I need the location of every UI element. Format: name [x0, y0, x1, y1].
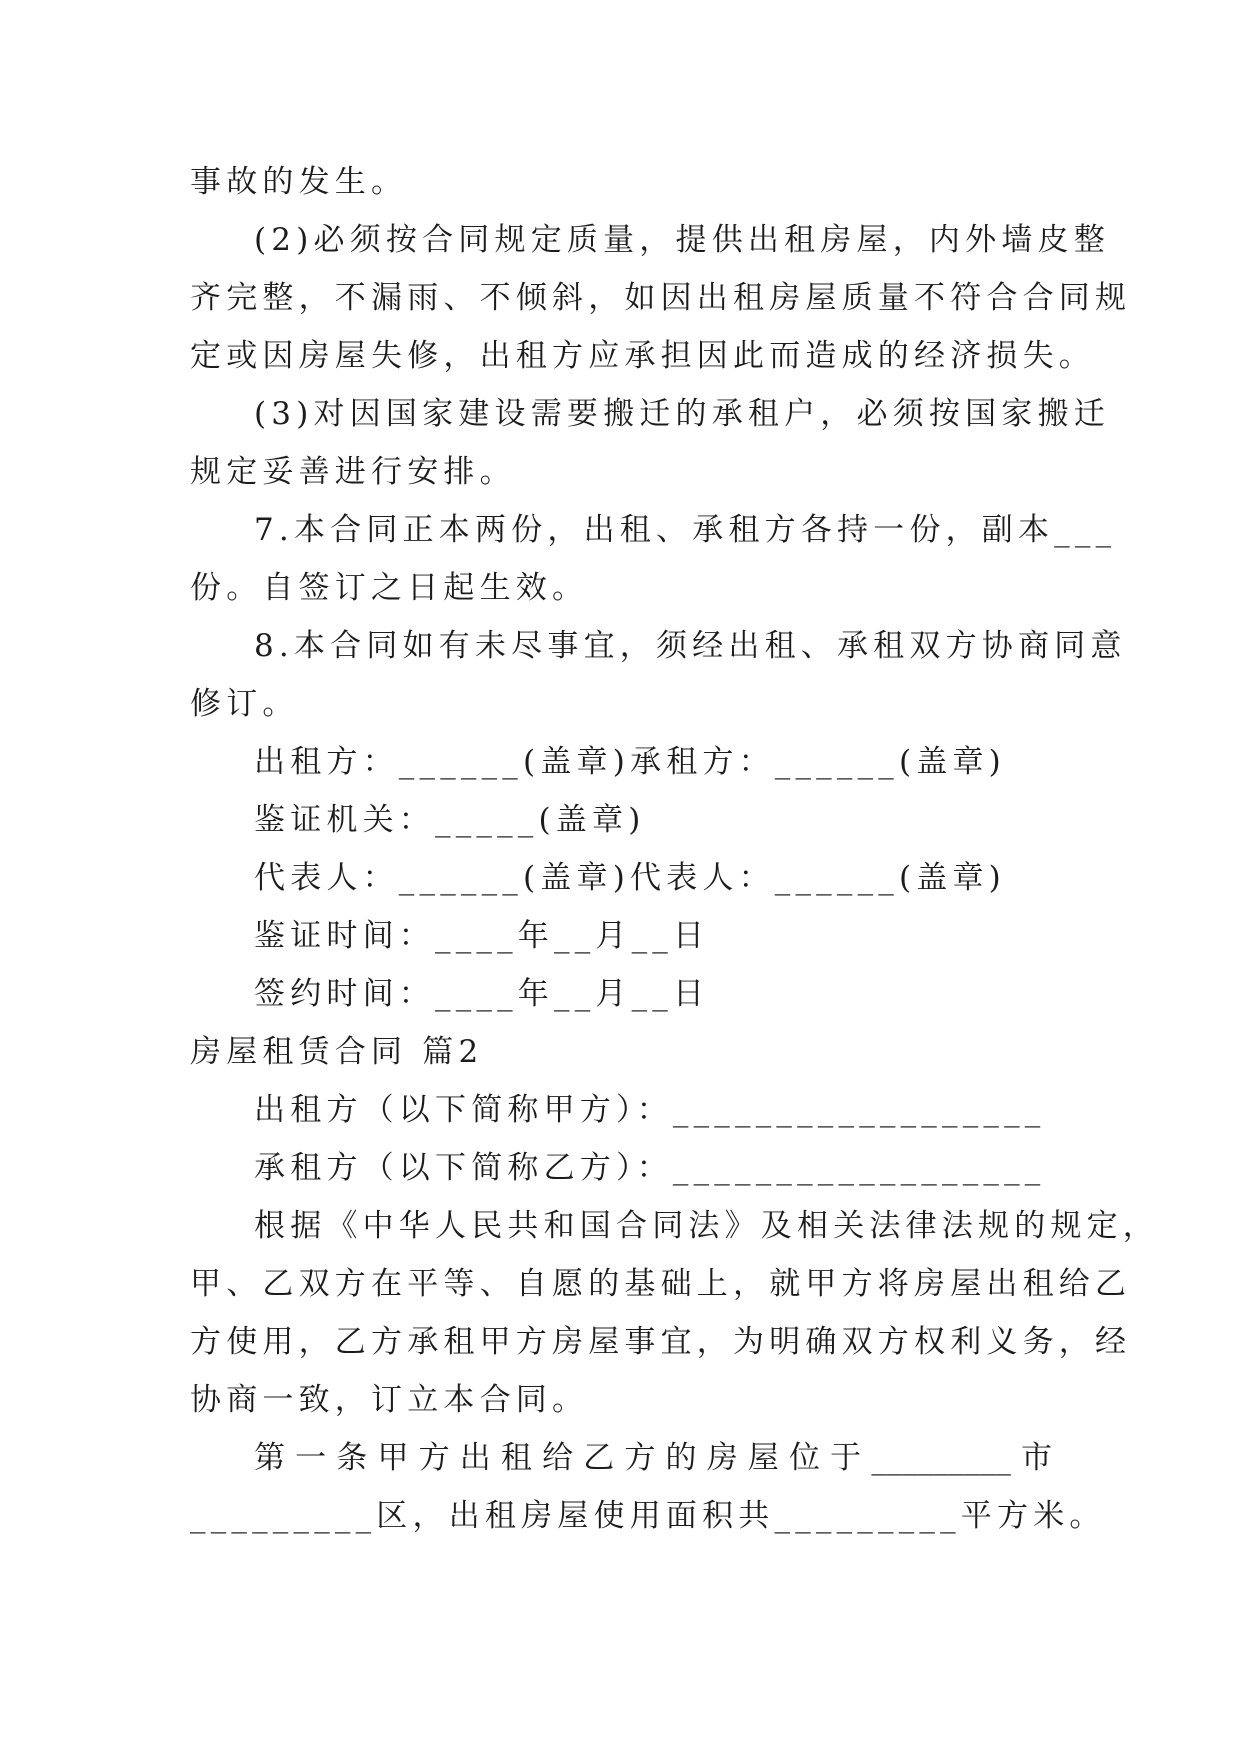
section-heading: 房屋租赁合同 篇2 [190, 1034, 484, 1070]
article-one-line: 第一条甲方出租给乙方的房屋位于_________市 [254, 1440, 1052, 1476]
date-line-verification: 鉴证时间：____年__月__日 [254, 918, 710, 954]
document-body [190, 153, 1159, 1545]
paragraph-line: 修订。 [190, 686, 299, 722]
paragraph-line: 7.本合同正本两份，出租、承租方各持一份，副本___ [254, 512, 1117, 548]
article-one-continuation: _________区，出租房屋使用面积共_________平方米。 [190, 1498, 1106, 1534]
paragraph-line: 甲、乙双方在平等、自愿的基础上，就甲方将房屋出租给乙 [190, 1266, 1132, 1302]
paragraph-line: 规定妥善进行安排。 [190, 454, 516, 490]
date-line-signing: 签约时间：____年__月__日 [254, 976, 710, 1012]
signature-line-representatives: 代表人：______(盖章)代表人：______(盖章) [254, 860, 1006, 896]
paragraph-line: 齐完整，不漏雨、不倾斜，如因出租房屋质量不符合合同规 [190, 280, 1132, 316]
paragraph-line: (2)必须按合同规定质量，提供出租房屋，内外墙皮整 [254, 222, 1110, 258]
paragraph-line: 事故的发生。 [190, 164, 408, 200]
paragraph-line: 协商一致，订立本合同。 [190, 1382, 589, 1418]
party-b-line: 承租方（以下简称乙方）：__________________ [254, 1150, 1046, 1186]
paragraph-line: 根据《中华人民共和国合同法》及相关法律法规的规定， [254, 1208, 1159, 1244]
paragraph-line: (3)对因国家建设需要搬迁的承租户，必须按国家搬迁 [254, 396, 1110, 432]
signature-line-authority: 鉴证机关：_____(盖章) [254, 802, 646, 838]
paragraph-line: 方使用，乙方承租甲方房屋事宜，为明确双方权利义务，经 [190, 1324, 1132, 1360]
signature-line-lessor-lessee: 出租方：______(盖章)承租方：______(盖章) [254, 744, 1006, 780]
paragraph-line: 8.本合同如有未尽事宜，须经出租、承租双方协商同意 [254, 628, 1127, 664]
paragraph-line: 定或因房屋失修，出租方应承担因此而造成的经济损失。 [190, 338, 1095, 374]
paragraph-line: 份。自签订之日起生效。 [190, 570, 589, 606]
party-a-line: 出租方（以下简称甲方）：__________________ [254, 1092, 1046, 1128]
